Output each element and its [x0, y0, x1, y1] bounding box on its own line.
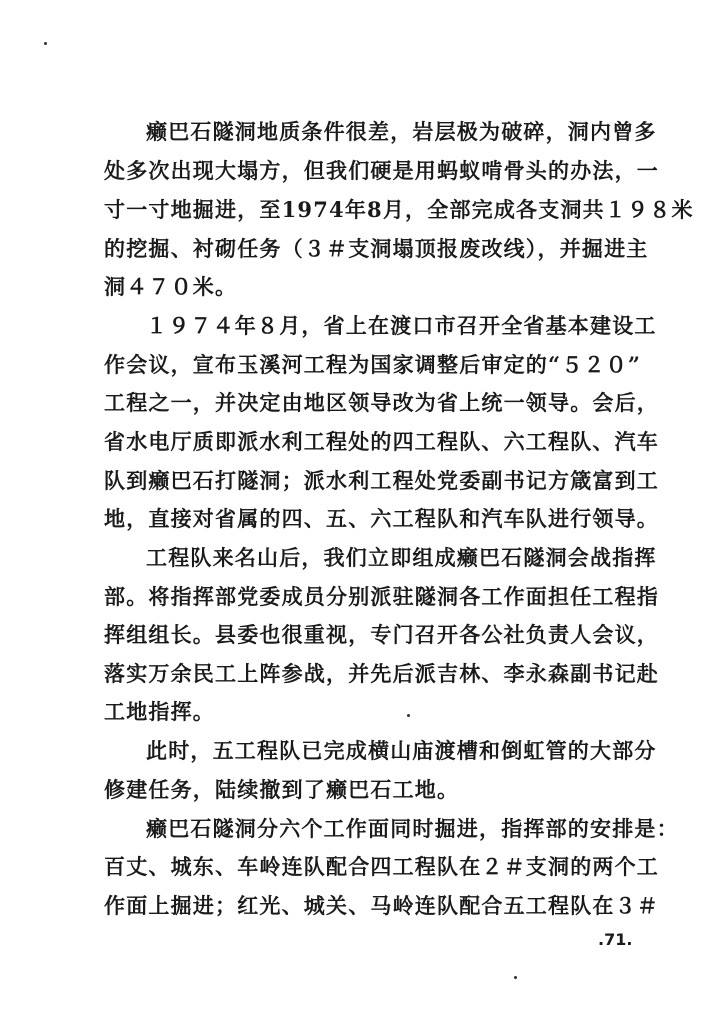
text-line: 工地指挥。 — [104, 699, 215, 724]
text-line: 洞４７０米。 — [104, 274, 238, 299]
text-line: 癞巴石隧洞分六个工作面同时掘进，指挥部的安排是： — [146, 816, 679, 841]
text-line: 作面上掘进；红光、城关、马岭连队配合五工程队在３＃ — [104, 893, 659, 918]
text-line: 地，直接对省属的四、五、六工程队和汽车队进行领导。 — [104, 506, 659, 531]
text-line: 队到癞巴石打隧洞；派水利工程处党委副书记方箴富到工 — [104, 468, 659, 493]
text-line: 寸一寸地掘进，至1974年8月，全部完成各支洞共１９８米 — [104, 197, 694, 222]
text-line: 作会议，宣布玉溪河工程为国家调整后审定的“５２０” — [104, 352, 642, 377]
text-line: 癞巴石隧洞地质条件很差，岩层极为破碎，洞内曾多 — [146, 119, 657, 144]
text-line: 部。将指挥部党委成员分别派驻隧洞各工作面担任工程指 — [104, 584, 659, 609]
text-line: 挥组组长。县委也很重视，专门召开各公社负责人会议， — [104, 622, 659, 647]
text-line: 省水电厅质即派水利工程处的四工程队、六工程队、汽车 — [104, 429, 659, 454]
text-line: 此时，五工程队已完成横山庙渡槽和倒虹管的大部分 — [146, 738, 657, 763]
text-line: １９７４年８月，省上在渡口市召开全省基本建设工 — [146, 313, 657, 338]
page-number: .71. — [598, 930, 633, 949]
scan-speck — [514, 976, 517, 979]
text-line: 处多次出现大塌方，但我们硬是用蚂蚁啃骨头的办法，一 — [104, 158, 659, 183]
scan-speck — [44, 42, 47, 45]
text-line: 工程之一，并决定由地区领导改为省上统一领导。会后， — [104, 390, 659, 415]
scan-speck — [407, 714, 410, 717]
text-line: 百丈、城东、车岭连队配合四工程队在２＃支洞的两个工 — [104, 854, 659, 879]
text-line: 落实万余民工上阵参战，并先后派吉林、李永森副书记赴 — [104, 661, 659, 686]
text-line: 修建任务，陆续撤到了癞巴石工地。 — [104, 777, 460, 802]
text-line: 工程队来名山后，我们立即组成癞巴石隧洞会战指挥 — [146, 545, 657, 570]
text-line: 的挖掘、衬砌任务（３＃支洞塌顶报废改线），并掘进主 — [104, 236, 649, 261]
